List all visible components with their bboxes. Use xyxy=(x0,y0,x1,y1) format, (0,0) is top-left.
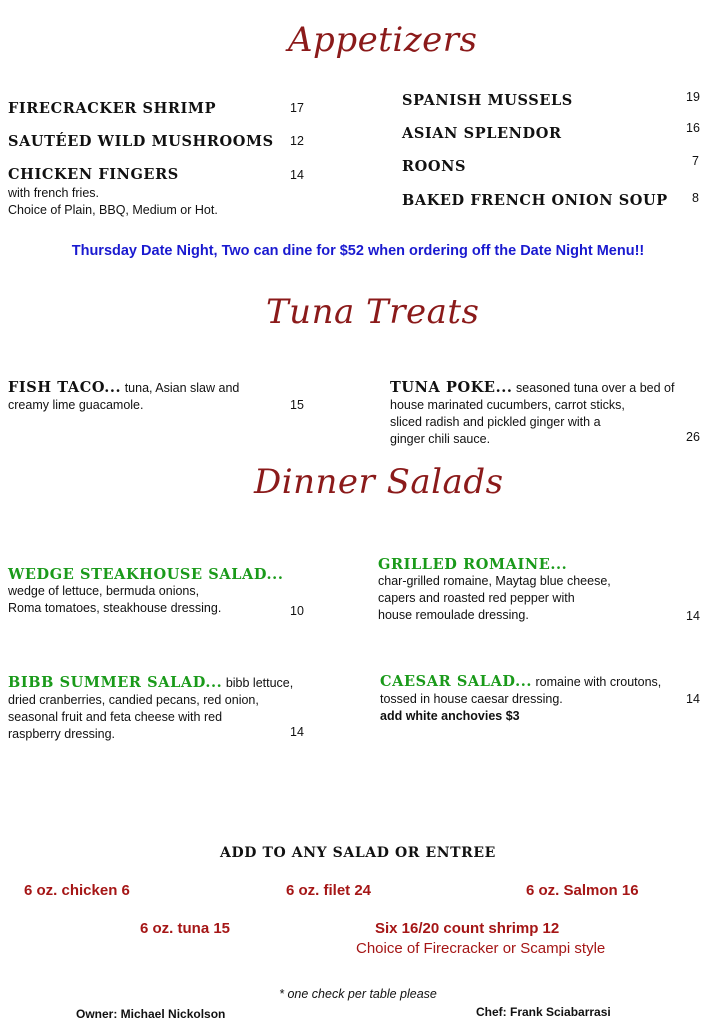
owner-credit: Owner: Michael Nickolson xyxy=(76,1007,226,1021)
grilled-romaine-desc-line: capers and roasted red pepper with xyxy=(378,591,575,605)
grilled-romaine-item xyxy=(378,556,678,624)
bibb-salad-desc: bibb lettuce, xyxy=(222,676,294,690)
tuna-poke-desc: seasoned tuna over a bed of xyxy=(512,381,675,395)
spanish-mussels-name: SPANISH MUSSELS xyxy=(402,92,573,109)
chef-credit: Chef: Frank Sciabarrasi xyxy=(476,1005,611,1019)
date-night-promo: Thursday Date Night, Two can dine for $52 when ordering off the Date Night Menu!! xyxy=(71,243,645,259)
tuna-poke-desc-line: sliced radish and pickled ginger with a xyxy=(390,415,601,429)
addon-filet: 6 oz. filet 24 xyxy=(286,882,372,899)
addons-heading: ADD TO ANY SALAD OR ENTREE xyxy=(220,845,496,861)
caesar-salad-price: 14 xyxy=(686,692,700,706)
chicken-fingers-desc xyxy=(8,185,218,219)
fish-taco-desc-line: creamy lime guacamole. xyxy=(8,398,144,412)
bibb-salad-desc-line: raspberry dressing. xyxy=(8,727,115,741)
addon-tuna: 6 oz. tuna 15 xyxy=(140,920,231,937)
caesar-salad-name: CAESAR SALAD... xyxy=(380,673,533,690)
fish-taco-name: FISH TACO... xyxy=(8,379,122,396)
firecracker-shrimp-name: FIRECRACKER SHRIMP xyxy=(8,100,217,117)
fish-taco-price: 15 xyxy=(290,398,304,412)
addon-shrimp: Six 16/20 count shrimp 12 xyxy=(375,920,560,937)
wedge-salad-desc-line: Roma tomatoes, steakhouse dressing. xyxy=(8,601,222,615)
addon-chicken: 6 oz. chicken 6 xyxy=(24,882,130,899)
grilled-romaine-price: 14 xyxy=(686,609,700,623)
wedge-salad-item xyxy=(8,566,298,617)
wedge-salad-price: 10 xyxy=(290,604,304,618)
asian-splendor-name: ASIAN SPLENDOR xyxy=(402,125,562,142)
grilled-romaine-desc-line: char-grilled romaine, Maytag blue cheese, xyxy=(378,574,611,588)
addon-salmon: 6 oz. Salmon 16 xyxy=(526,882,639,899)
appetizers-title: Appetizers xyxy=(288,20,478,60)
roons-price: 7 xyxy=(692,154,699,168)
tuna-poke-name: TUNA POKE... xyxy=(390,379,513,396)
roons-name: ROONS xyxy=(402,158,467,175)
grilled-romaine-name: GRILLED ROMAINE... xyxy=(378,556,568,573)
tuna-treats-title: Tuna Treats xyxy=(266,292,480,332)
bibb-salad-desc-line: seasonal fruit and feta cheese with red xyxy=(8,710,223,724)
tuna-poke-price: 26 xyxy=(686,430,700,444)
fish-taco-desc: tuna, Asian slaw and xyxy=(121,381,240,395)
chicken-fingers-desc-line: with french fries. xyxy=(8,186,100,200)
asian-splendor-price: 16 xyxy=(686,121,700,135)
chicken-fingers-desc-line: Choice of Plain, BBQ, Medium or Hot. xyxy=(8,203,218,217)
tuna-poke-item xyxy=(390,379,700,448)
bibb-salad-item xyxy=(8,674,308,743)
spanish-mussels-price: 19 xyxy=(686,90,700,104)
caesar-salad-item xyxy=(380,673,680,725)
onion-soup-name: BAKED FRENCH ONION SOUP xyxy=(402,192,668,209)
sauteed-mushrooms-name: SAUTÉED WILD MUSHROOMS xyxy=(8,133,274,150)
bibb-salad-price: 14 xyxy=(290,725,304,739)
bibb-salad-name: BIBB SUMMER SALAD... xyxy=(8,674,223,691)
fish-taco-item xyxy=(8,379,288,414)
chicken-fingers-price: 14 xyxy=(290,168,304,182)
grilled-romaine-desc-line: house remoulade dressing. xyxy=(378,608,529,622)
wedge-salad-name: WEDGE STEAKHOUSE SALAD... xyxy=(8,566,284,583)
caesar-salad-desc: romaine with croutons, xyxy=(532,675,662,689)
dinner-salads-title: Dinner Salads xyxy=(254,462,504,502)
sauteed-mushrooms-price: 12 xyxy=(290,134,304,148)
caesar-anchovies-addon: add white anchovies $3 xyxy=(380,709,520,723)
check-note: * one check per table please xyxy=(279,987,437,1001)
bibb-salad-desc-line: dried cranberries, candied pecans, red onion, xyxy=(8,693,259,707)
caesar-salad-desc-line: tossed in house caesar dressing. xyxy=(380,692,563,706)
addon-shrimp-style: Choice of Firecracker or Scampi style xyxy=(356,940,606,957)
tuna-poke-desc-line: house marinated cucumbers, carrot sticks, xyxy=(390,398,625,412)
wedge-salad-desc-line: wedge of lettuce, bermuda onions, xyxy=(8,584,200,598)
chicken-fingers-name: CHICKEN FINGERS xyxy=(8,166,179,183)
tuna-poke-desc-line: ginger chili sauce. xyxy=(390,432,491,446)
onion-soup-price: 8 xyxy=(692,191,699,205)
firecracker-shrimp-price: 17 xyxy=(290,101,304,115)
